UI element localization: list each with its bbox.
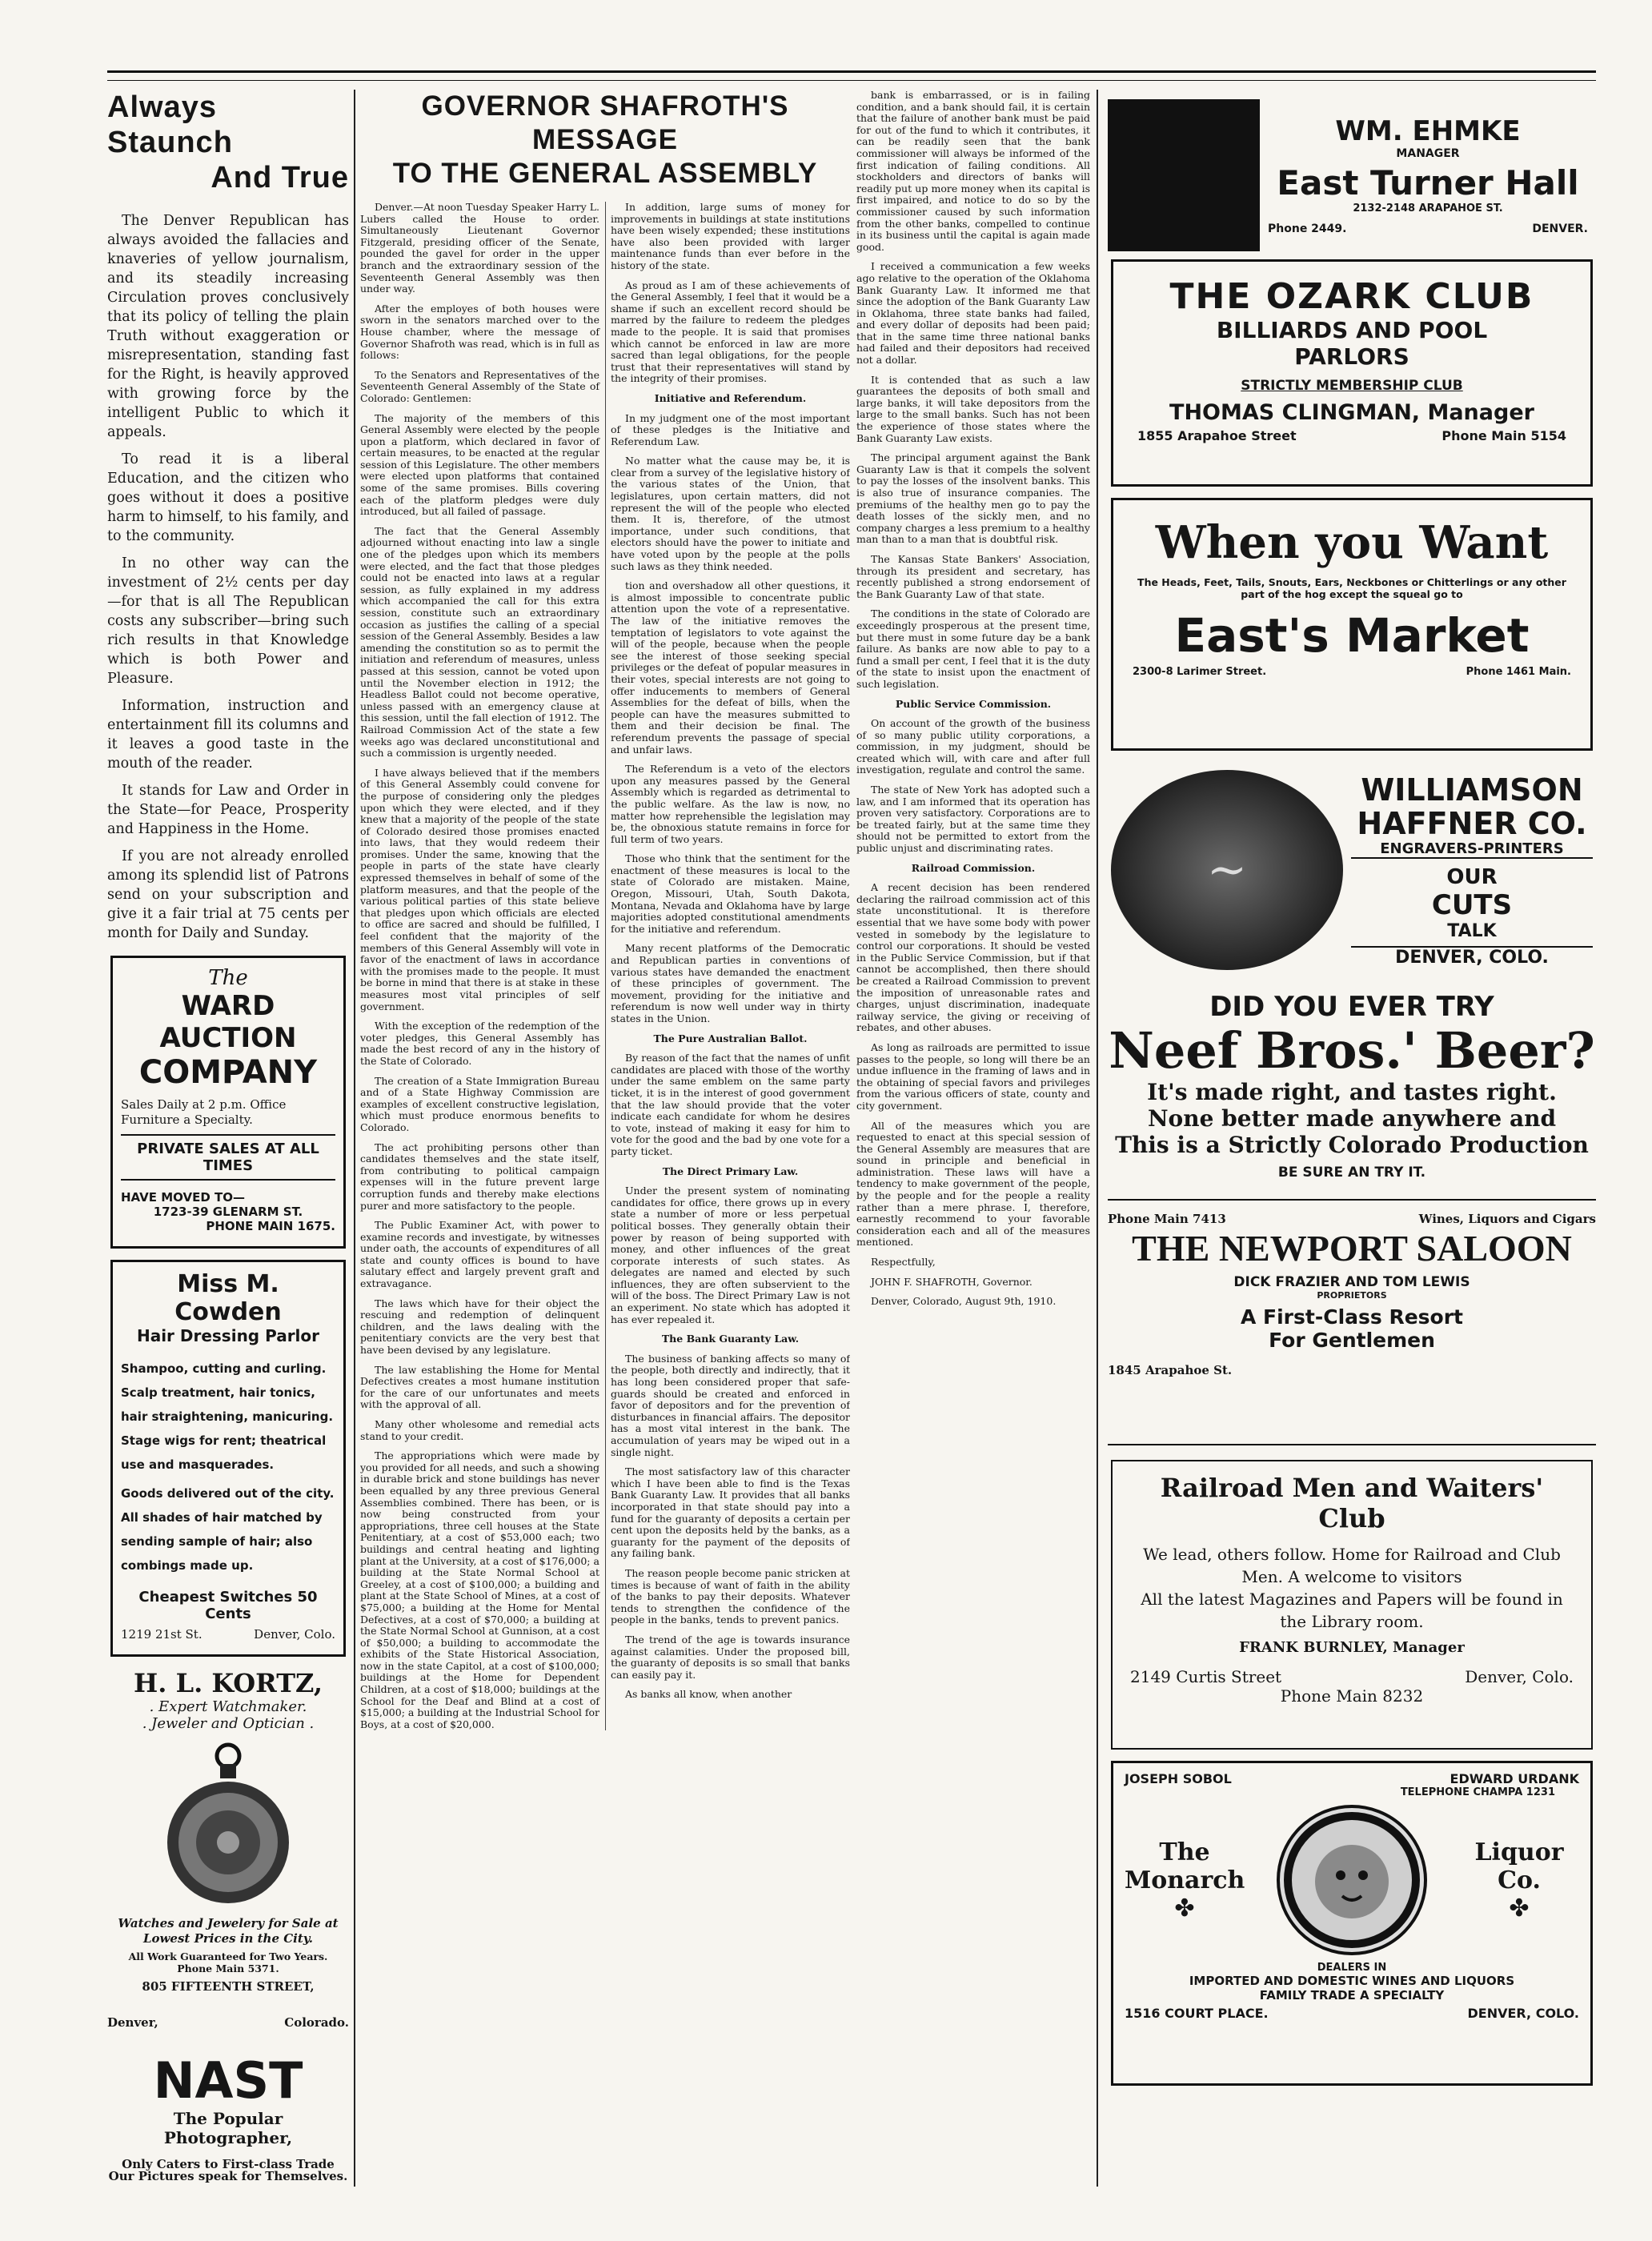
nast-line-2: Our Pictures speak for Themselves.	[108, 2168, 348, 2183]
newport-address: 1845 Arapahoe St.	[1108, 1363, 1233, 1377]
monarch-line-1: IMPORTED AND DOMESTIC WINES AND LIQUORS	[1189, 1974, 1515, 1988]
column-rule	[1097, 90, 1098, 2187]
newport-line-2: For Gentlemen	[1269, 1329, 1435, 1352]
ozark-line-3: STRICTLY MEMBERSHIP CLUB	[1241, 378, 1463, 394]
easts-line-1: The Heads, Feet, Tails, Snouts, Ears, Neckbones or Chitterlings or any other part of the hog except the squeal go to	[1137, 576, 1566, 600]
message-paragraph: To the Senators and Representatives of the Seventeenth General Assembly of the State of Colorado: Gentlemen:	[360, 368, 599, 404]
neef-name: Neef Bros.' Beer?	[1109, 1021, 1595, 1080]
ward-line-1: Sales Daily at 2 p.m. Office Furniture a Specialty.	[121, 1097, 287, 1127]
message-paragraph: The business of banking affects so many of the people, both directly and indirectly, that it has long been considered proper that safe-guards should be created and enforced in favor of depositors and for the prevention of disturbances in financial affairs. The depositor has a most vital interest in the bank. The accumulation of years may be wiped out in a single night.	[611, 1352, 850, 1458]
ward-line-5: PHONE MAIN 1675.	[206, 1219, 335, 1233]
monarch-city: DENVER, COLO.	[1467, 2006, 1579, 2021]
message-paragraph: The Referendum is a veto of the electors upon any measures passed by the General Assembly which is regarded as detrimental to the public welfare. As the law is now, no matter how reprehensible the legislation may be, the obnoxious statute remains in force for full term of two years.	[611, 763, 850, 845]
williamson-name-1: WILLIAMSON	[1361, 772, 1583, 808]
newport-owners: DICK FRAZIER AND TOM LEWIS	[1233, 1274, 1470, 1290]
cowden-switches: Cheapest Switches 50 Cents	[138, 1589, 318, 1622]
ward-auction-ad	[110, 956, 346, 1249]
ehmke-ad	[1108, 99, 1596, 251]
message-paragraph: As long as railroads are permitted to issue passes to the people, so long will there be an undue influence in the framing of laws and in the obtaining of special favors and privileges from the various officers of state, county and city government.	[856, 1040, 1090, 1112]
neef-line-3: This is a Strictly Colorado Production	[1115, 1132, 1589, 1158]
monarch-partner-2: EDWARD URDANK	[1450, 1771, 1579, 1786]
nast-sub: The Popular Photographer,	[163, 2109, 293, 2148]
nast-line-1: Only Caters to First-class Trade	[122, 2157, 335, 2172]
message-title-1: GOVERNOR SHAFROTH'S MESSAGE	[421, 90, 789, 155]
message-paragraph: The principal argument against the Bank Guaranty Law is that it compels the solvent to pay the losses of the insolvent banks. This is also true of insurance companies. The premiums of the healthy men go to pay the death losses of the sickly men, and no company charges a less premium to a healthy man than to a man that is doubtful risk.	[856, 451, 1090, 546]
kortz-name: H. L. KORTZ,	[134, 1668, 323, 1698]
ward-name-1: WARD AUCTION	[159, 990, 297, 1054]
monarch-line-2: FAMILY TRADE A SPECIALTY	[1259, 1988, 1445, 2002]
williamson-sub: ENGRAVERS-PRINTERS	[1351, 840, 1593, 859]
railroad-phone: Phone Main 8232	[1280, 1686, 1424, 1706]
kortz-line-2: . Jeweler and Optician .	[142, 1715, 315, 1732]
message-paragraph: The fact that the General Assembly adjourned without enacting into law a single one of the pledges upon which its members were elected, and the fact that those pledges could not be enacted into laws at a regular session, as fully explained in my address which accompanied the call for this extra session, constitute such an extraordinary occasion as justifies the calling of a special session of the General Assembly. Besides a law amending the constitution so as to permit the initiation and referendum of measures, unless passed at this session, cannot be voted upon until the November election in 1912; the Headless Ballot could not become operative, unless passed with an emergency clause at this session, until the fall election of 1912. The Railroad Commission Act of the state a few weeks ago was declared unconstitutional and such a commission is urgently needed.	[360, 524, 599, 760]
neef-beer-ad	[1108, 991, 1596, 1201]
ehmke-address: 2132-2148 ARAPAHOE ST.	[1353, 202, 1503, 214]
ward-the: The	[208, 966, 248, 990]
williamson-our: OUR	[1446, 864, 1498, 889]
paragraph: To read it is a liberal Education, and the citizen who goes without it does a positive harm to himself, to his family, and to the community.	[107, 451, 349, 544]
message-continuation	[856, 90, 1090, 2211]
williamson-talk: TALK	[1447, 920, 1497, 941]
section-heading: Railroad Commission.	[911, 861, 1036, 874]
newport-proprietors: PROPRIETORS	[1317, 1290, 1387, 1301]
railroad-line-2: All the latest Magazines and Papers will be found in the Library room.	[1141, 1590, 1563, 1631]
pocket-watch-icon	[164, 1740, 292, 1908]
headline-1: Always Staunch	[107, 90, 233, 159]
ehmke-manager: MANAGER	[1396, 147, 1460, 160]
ehmke-phone: Phone 2449.	[1268, 222, 1347, 235]
section-heading: The Direct Primary Law.	[662, 1165, 799, 1177]
message-paragraph: bank is embarrassed, or is in failing condition, and a bank should fail, it is certain that the failure of another bank must be paid for out of the fund to which it contributes, it can be readily seen that the bank commissioner will always be informed of the first indication of failing conditions. All stockholders and directors of banks will readily put up more money when its capital is first impaired, and notice to do so by the commissioner caused by such information from the other banks, compelled to continue in its business until the capital is again made good.	[856, 90, 1090, 253]
railroad-name-2: Club	[1318, 1503, 1385, 1533]
paragraph: In no other way can the investment of 2½ cents per day —for that is all The Republican costs any subscriber—bring such rich results in that Knowledge which is both Power and Pleasure.	[107, 555, 349, 687]
easts-name: East's Market	[1174, 608, 1530, 663]
message-paragraph: As proud as I am of these achievements of the General Assembly, I feel that it would be a shame if such an excellent record should be marred by the failure to redeem the pledges made to the people. It is said that promises which cannot be enforced in law are more sacred than legal obligations, for the people trust that their representatives will stand by the integrity of their promises.	[611, 279, 850, 385]
message-paragraph: Those who think that the sentiment for the enactment of these measures is local to the state of Colorado are mistaken. Maine, Oregon, Missouri, Utah, South Dakota, Montana, Nevada and Oklahoma have by large majorities adopted constitutional amendments for the initiative and referendum.	[611, 852, 850, 935]
easts-market-ad	[1111, 498, 1593, 751]
message-paragraph: The Public Examiner Act, with power to examine records and investigate, by witnesses under oath, the accounts of expenditures of all state and county offices is bound to have salutary effect and largely prevent graft and extravagance.	[360, 1219, 599, 1290]
railroad-manager: FRANK BURNLEY, Manager	[1239, 1639, 1465, 1656]
railroad-city: Denver, Colo.	[1465, 1667, 1574, 1686]
message-paragraph: In addition, large sums of money for improvements in buildings at state institutions have been wisely expended; these institutions have also been provided with larger maintenance funds than ever before in the history of the state.	[611, 201, 850, 271]
message-paragraph: Respectfully,	[871, 1256, 936, 1269]
right-column	[1108, 90, 1596, 2211]
ozark-line-1: BILLIARDS AND POOL	[1216, 317, 1488, 343]
republican-ad	[107, 90, 349, 943]
message-paragraph: The creation of a State Immigration Bureau and of a State Highway Commission are examples of excellent constructive legislation, which must produce enormous benefits to Colorado.	[360, 1074, 599, 1133]
easts-address: 2300-8 Larimer Street.	[1133, 666, 1267, 679]
top-rule-thin	[107, 80, 1596, 81]
ward-name-2: COMPANY	[138, 1054, 318, 1091]
seal-image: ~	[1111, 770, 1343, 970]
neef-line-2: None better made anywhere and	[1147, 1105, 1557, 1132]
monarch-word: Monarch	[1125, 1866, 1245, 1894]
message-paragraph: The laws which have for their object the rescuing and redemption of delinquent children, and the laws dealing with the penitentiary convicts are the very best that have been devised by any legislature.	[360, 1297, 599, 1357]
monarch-the: The	[1159, 1838, 1210, 1866]
message-paragraph: No matter what the cause may be, it is clear from a survey of the legislative history of the various states of the Union, that legislatures, upon certain matters, did not represent the will of the people who elected them. It is, therefore, of the utmost importance, under such conditions, that electors should have the power to initiate and have voted upon by the people at the polls such laws as they think needed.	[611, 455, 850, 572]
message-paragraph: The appropriations which were made by you provided for all needs, and such a showing in durable brick and stone buildings has never been equalled by any three previous General Assemblies combined. There has been, or is now being constructed from your appropriations, three cell houses at the State Penitentiary, at a cost of $53,000 each; two buildings and central heating and lighting plant at the University, at a cost of $176,000; a building at the State Normal School at Greeley, at a cost of $100,000; a building and plant at the State School of Mines, at a cost of $75,000; a building at the Home for Mental Defectives, at a cost of $70,000; a building at the State Normal School at Gunnison, at a cost of $50,000; a building to accommodate the exhibits of the State Historical Association, now in the state Capitol, at a cost of $100,000; buildings at the Home for Dependent Children, at a cost of $18,000; buildings at the School for the Deaf and Blind at a cost of $15,000; a building at the Industrial School for Boys, at a cost of $20,000.	[360, 1449, 599, 1730]
monarch-partner-1: JOSEPH SOBOL	[1125, 1771, 1232, 1786]
message-paragraph: Many other wholesome and remedial acts stand to your credit.	[360, 1418, 599, 1442]
paragraph: The Denver Republican has always avoided the fallacies and knaveries of yellow journalism, and its steadily increasing Circulation proves conclusively that its policy of telling the plain Truth without exaggeration or misrepresentation, standing fast for the Right, is heavily approved with growing force by the intelligent Public to which it appeals.	[107, 213, 349, 440]
message-paragraph: Many recent platforms of the Democratic and Republican parties in conventions of various states have demanded the enactment of these principles of government. The movement, providing for the initiative and referendum is now well under way in thirty states in the Union.	[611, 942, 850, 1024]
section-heading: The Bank Guaranty Law.	[661, 1333, 800, 1345]
newport-wines: Wines, Liquors and Cigars	[1418, 1212, 1596, 1226]
easts-heading: When you Want	[1155, 516, 1549, 569]
kortz-line-6: 805 FIFTEENTH STREET,	[142, 1979, 315, 1994]
monarch-co: Co.	[1498, 1866, 1541, 1894]
railroad-address: 2149 Curtis Street	[1130, 1667, 1282, 1686]
nast-ad	[107, 2053, 349, 2182]
monarch-address: 1516 COURT PLACE.	[1125, 2006, 1269, 2021]
left-column	[107, 90, 349, 2211]
message-paragraph: In my judgment one of the most important of these pledges is the Initiative and Referendum Law.	[611, 411, 850, 447]
cowden-name: Miss M. Cowden	[174, 1270, 282, 1326]
message-paragraph: After the employes of both houses were sworn in the senators marched over to the House chamber, where the message of Governor Shafroth was read, which is in full as follows:	[360, 302, 599, 362]
kortz-state: Colorado.	[284, 2015, 349, 2031]
message-paragraph: With the exception of the redemption of the voter pledges, this General Assembly has made the best record of any in the history of the State of Colorado.	[360, 1020, 599, 1067]
kortz-line-5: Phone Main 5371.	[177, 1962, 279, 1974]
cowden-address: 1219 21st St.	[121, 1627, 202, 1642]
section-heading: Public Service Commission.	[895, 697, 1052, 710]
ozark-club-ad	[1111, 259, 1593, 487]
message-title-2: TO THE GENERAL ASSEMBLY	[392, 158, 818, 189]
kortz-line-3: Watches and Jewelery for Sale at Lowest Prices in the City.	[118, 1916, 339, 1946]
top-rule	[107, 70, 1596, 73]
ozark-manager: THOMAS CLINGMAN, Manager	[1169, 400, 1534, 425]
message-paragraph: The majority of the members of this General Assembly were elected by the people upon a platform, which declared in favor of certain measures, to be enacted at the regular session of this Legislature. The other members were elected upon platforms that contained some of the same promises. Bills covering each of the platform pledges were duly introduced, but all failed of passage.	[360, 411, 599, 518]
monarch-liquor-ad	[1111, 1761, 1593, 2086]
neef-line-4: BE SURE AN TRY IT.	[1277, 1165, 1426, 1181]
ward-line-3: HAVE MOVED TO—	[121, 1190, 246, 1205]
railroad-club-ad	[1111, 1460, 1593, 1750]
ward-line-4: 1723-39 GLENARM ST.	[153, 1205, 303, 1219]
message-paragraph: The conditions in the state of Colorado are exceedingly prosperous at the present time, but there must in some future day be a bank failure. As banks are now able to pay to a fund a small per cent, I feel that it is the duty of the state to insist upon the enactment of such legislation.	[856, 607, 1090, 690]
message-paragraph: I received a communication a few weeks ago relative to the operation of the Oklahoma Bank Guaranty Law. It informed me that since the adoption of the Bank Guaranty Law in Oklahoma, three state banks had failed, and every dollar of deposits had been paid; that in the same time three national banks had failed and their depositors had received not a dollar.	[856, 260, 1090, 367]
kortz-line-1: . Expert Watchmaker.	[149, 1698, 307, 1715]
railroad-name-1: Railroad Men and Waiters'	[1160, 1473, 1544, 1503]
easts-phone: Phone 1461 Main.	[1466, 666, 1571, 679]
kortz-city: Denver,	[107, 2015, 158, 2031]
message-paragraph: All of the measures which you are requested to enact at this special session of the General Assembly are measures that are sound in principle and beneficial in administration. These laws will have a tendency to make government of the people, by the people and for the people a reality rather than a mere phrase. I, therefore, earnestly recommend to your favorable consideration each and all of the measures mentioned.	[856, 1119, 1090, 1249]
newport-name: THE NEWPORT SALOON	[1132, 1228, 1572, 1269]
message-paragraph: Under the present system of nominating candidates for office, there grows up in every state a number of more or less perpetual political bosses. They generally obtain their power by reason of being supported with money, and other influences of the great corporate interests of such states. As delegates are named and elected by such influences, they are often subservient to the will of the boss. The Direct Primary Law is not an experiment. No state which has adopted it has ever repealed it.	[611, 1185, 850, 1325]
kortz-ad	[107, 1668, 349, 2031]
clover-icon: ✤	[1174, 1894, 1195, 1922]
message-paragraph: As banks all know, when another	[625, 1688, 792, 1701]
ozark-phone: Phone Main 5154	[1441, 428, 1566, 443]
cowden-sub: Hair Dressing Parlor	[136, 1326, 320, 1345]
monarch-telephone: TELEPHONE CHAMPA 1231	[1400, 1786, 1555, 1798]
paragraph: If you are not already enrolled among its splendid list of Patrons send on your subscription and give it a fair trial at 75 cents per month for Daily and Sunday.	[107, 848, 349, 941]
message-paragraph: I have always believed that if the members of this General Assembly could convene for the purpose of considering only the pledges upon which they were elected, and if they knew that a majority of the people of the state of Colorado desired those promises enacted into laws, that they would redeem their promises. Under the same, knowing that the people in parts of the state have clearly expressed themselves in behalf of some of the platform measures, and that the people of the various political parties of this state believe that pledges upon which officials are elected to office are sacred and should be fulfilled, I feel confident that the majority of the members of this General Assembly will vote in favor of the enactment of laws in accordance with the promises made to the people. It must be borne in mind that there is at stake in these measures most vital principles of self government.	[360, 766, 599, 1012]
ozark-address: 1855 Arapahoe Street	[1137, 428, 1297, 443]
newport-phone: Phone Main 7413	[1108, 1212, 1226, 1226]
section-heading: The Pure Australian Ballot.	[653, 1032, 808, 1044]
message-paragraph: The Kansas State Bankers' Association, through its president and secretary, has recently published a strong endorsement of the Bank Guaranty Law of that state.	[856, 552, 1090, 600]
ozark-name: THE OZARK CLUB	[1169, 276, 1534, 317]
clover-icon: ✤	[1509, 1894, 1530, 1922]
ehmke-name: WM. EHMKE	[1335, 115, 1521, 147]
message-paragraph: The act prohibiting persons other than candidates themselves and the state itself, from contributing to political campaign expenses will in the future prevent large corruption funds and thereby make elections purer and more satisfactory to the people.	[360, 1141, 599, 1212]
paragraph: It stands for Law and Order in the State—for Peace, Prosperity and Happiness in the Home.	[107, 783, 349, 837]
newport-line-1: A First-Class Resort	[1240, 1305, 1464, 1329]
message-paragraph: The reason people become panic stricken at times is because of want of faith in the ability of the banks to pay their deposits. Whatever tends to strengthen the confidence of the people in the banks, tends to prevent panics.	[611, 1566, 850, 1626]
message-paragraph: JOHN F. SHAFROTH, Governor.	[871, 1275, 1032, 1288]
message-paragraph: By reason of the fact that the names of unfit candidates are placed with those of the worthy under the same emblem on the same party ticket, it is in the interest of good government that the law should provide that the voter indicate each candidate for whom he desires to vote, instead of making it easy for him to vote for the good and the bad by one vote for a party ticket.	[611, 1052, 850, 1157]
message-paragraph: Denver, Colorado, August 9th, 1910.	[871, 1295, 1057, 1308]
cowden-body: Shampoo, cutting and curling. Scalp treatment, hair tonics, hair straightening, manicuring. Stage wigs for rent; theatrical use and masquerades.	[121, 1361, 334, 1472]
message-paragraph: A recent decision has been rendered declaring the railroad commission act of this state unconstitutional. It is therefore essential that we have some body with power vested in somebody by the legislature to control our corporations. It should be vested in the Public Service Commission, but if that cannot be accomplished, then there should be created a Railroad Commission to prevent the imposition of unreasonable rates and charges, unjust discrimination, inadequate railway service, the giving or receiving of rebates, and other abuses.	[856, 881, 1090, 1034]
message-column	[360, 90, 850, 2211]
nast-name: NAST	[153, 2051, 303, 2111]
railroad-line-1: We lead, others follow. Home for Railroad and Club Men. A welcome to visitors	[1143, 1545, 1561, 1586]
lion-seal-icon	[1277, 1805, 1427, 1955]
message-paragraph: tion and overshadow all other questions, it is almost impossible to concentrate public attention upon the vote of a representative. The law of the initiative removes the temptation of legislators to vote against the will of the people, because when the people see the interest of those seeking special privileges or the defeat of popular measures in their votes, special interests are not going to offer inducements to members of General Assemblies for the defeat of bills, when the people can have the measures submitted to them and their decision be final. The referendum prevents the passage of special and unfair laws.	[611, 579, 850, 756]
headline-2: And True	[211, 161, 349, 194]
message-paragraph: Denver.—At noon Tuesday Speaker Harry L. Lubers called the House to order. Simultaneously Lieutenant Governor Fitzgerald, presiding officer of the Senate, pounded the gavel for order in the upper branch and the extraordinary session of the Seventeenth General Assembly was then under way.	[360, 201, 599, 295]
cowden-city: Denver, Colo.	[254, 1627, 335, 1642]
ehmke-city: DENVER.	[1532, 222, 1588, 235]
message-body-3	[856, 90, 1090, 1308]
williamson-city: DENVER, COLO.	[1351, 946, 1593, 968]
cowden-ad	[110, 1260, 346, 1657]
message-paragraph: It is contended that as such a law guarantees the deposits of both small and large banks, it will take depositors from the large to the small banks. Such has not been the experience of those states where the Bank Guaranty Law exists.	[856, 373, 1090, 444]
column-rule	[354, 90, 355, 2187]
message-body	[360, 202, 850, 1730]
ward-line-2: PRIVATE SALES AT ALL TIMES	[121, 1134, 335, 1181]
kortz-line-4: All Work Guaranteed for Two Years.	[128, 1950, 328, 1962]
monarch-liquor: Liquor	[1474, 1838, 1564, 1866]
williamson-cuts: CUTS	[1431, 888, 1513, 921]
message-paragraph: On account of the growth of the business of so many public utility corporations, a commission, in my judgment, should be created which will, with care and after full investigation, regulate and control the same.	[856, 717, 1090, 776]
newport-saloon-ad	[1108, 1212, 1596, 1445]
williamson-haffner-ad	[1111, 762, 1593, 978]
message-paragraph: The trend of the age is towards insurance against calamities. Under the proposed bill, the guaranty of deposits is so small that banks can easily pay it.	[611, 1633, 850, 1681]
message-paragraph: The state of New York has adopted such a law, and I am informed that its operation has proven very satisfactory. Corporations are to be treated fairly, but at the same time they should not be permitted to extort from the public unjust and discriminating rates.	[856, 784, 1090, 855]
black-block	[1108, 99, 1260, 251]
message-paragraph: The most satisfactory law of this character which I have been able to find is the Texas Bank Guaranty Law. It provides that all banks incorporated in that state should pay into a fund for the guaranty of deposits a certain per cent upon the deposits held by the banks, as a guaranty for the payment of the deposits of any failing bank.	[611, 1465, 850, 1560]
neef-question: DID YOU EVER TRY	[1209, 991, 1494, 1023]
cowden-body-2: Goods delivered out of the city. All shades of hair matched by sending sample of hair; also combings made up.	[121, 1486, 335, 1573]
neef-line-1: It's made right, and tastes right.	[1147, 1079, 1557, 1105]
message-paragraph: The law establishing the Home for Mental Defectives creates a most humane institution for the care of our unfortunates and meets with the approval of all.	[360, 1363, 599, 1411]
williamson-name-2: HAFFNER CO.	[1357, 805, 1587, 841]
section-heading: Initiative and Referendum.	[654, 391, 807, 404]
ozark-line-2: PARLORS	[1294, 343, 1409, 370]
paragraph: Information, instruction and entertainment fill its columns and it leaves a good taste in the mouth of the reader.	[107, 698, 349, 772]
monarch-dealers: DEALERS IN	[1317, 1962, 1387, 1974]
ehmke-hall: East Turner Hall	[1277, 163, 1579, 202]
